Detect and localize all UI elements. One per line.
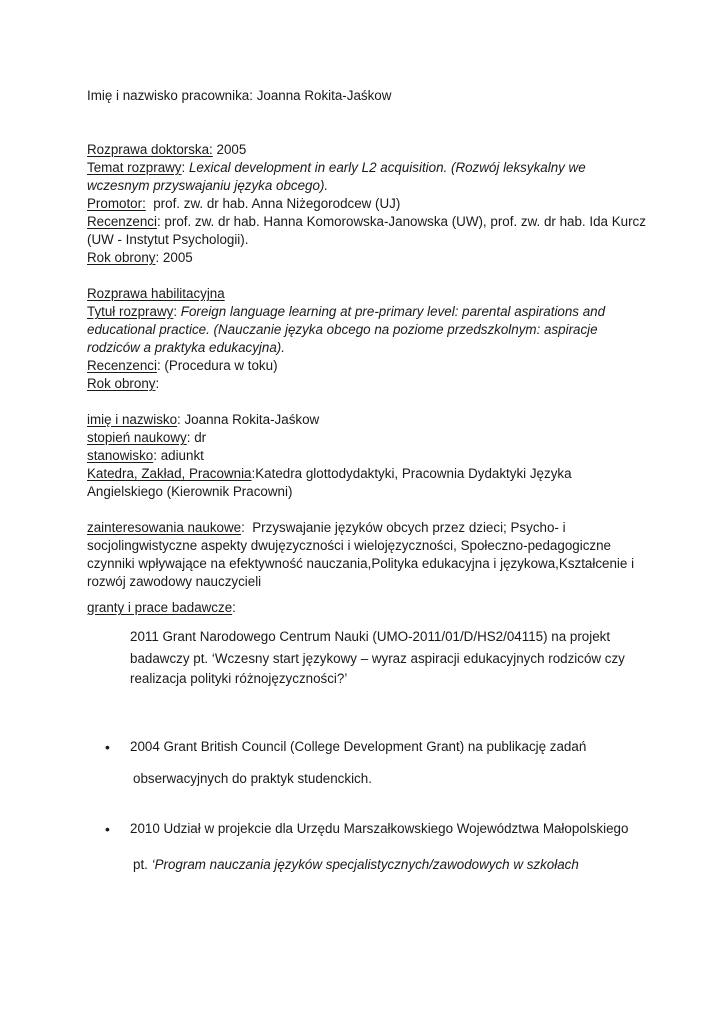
habilitation-title-label: Tytuł rozprawy [87, 304, 174, 319]
doctorate-topic-text-1: Lexical development in early L2 acquisition. (Rozwój leksykalny we [188, 160, 586, 175]
employee-name: Joanna Rokita-Jaśkow [256, 88, 392, 103]
profile-position-value: : adiunkt [153, 448, 204, 463]
grant-3-prefix: pt. [133, 857, 152, 872]
profile-unit-text-2: Angielskiego (Kierownik Pracowni) [87, 484, 293, 499]
grants-label-suffix: : [232, 600, 236, 615]
doctorate-topic-label: Temat rozprawy [87, 160, 182, 175]
profile-name [87, 411, 319, 429]
interests-text-4: rozwój zawodowy nauczycieli [87, 574, 262, 589]
doctorate-defense-value: : 2005 [155, 250, 193, 265]
doctorate-heading [87, 141, 246, 159]
doctorate-defense-label: Rok obrony [87, 250, 156, 265]
doctorate-promotor [87, 195, 400, 213]
habilitation-defense-value: : [155, 376, 160, 391]
doctorate-defense [87, 249, 193, 267]
profile-unit-text-1: :Katedra glottodydaktyki, Pracownia Dydaktyki Języka [251, 466, 572, 481]
habilitation-title: Tytuł rozprawy: Foreign language learning at pre-primary level: parental aspirations and [87, 304, 606, 319]
doctorate-reviews-text-2: (UW - Instytut Psychologii). [87, 232, 249, 247]
profile-degree [87, 429, 206, 447]
doctorate-reviews-label: Recenzenci [87, 214, 157, 229]
grant-2-text-1: 2004 Grant British Council (College Development Grant) na publikację zadań [130, 739, 587, 754]
bullet-icon: • [105, 821, 110, 837]
habilitation-heading: Rozprawa habilitacyjna [87, 286, 225, 301]
grants-heading [87, 599, 236, 617]
profile-position-label: stanowisko [87, 448, 154, 463]
interests-text-3: czynniki wpływające na efektywność nauczania,Polityka edukacyjna i językowa,Kształcenie i [87, 556, 635, 571]
profile-name-label: imię i nazwisko [87, 412, 178, 427]
habilitation-title-text-3: rodziców a praktyka edukacyjna). [87, 340, 285, 355]
employee-line [87, 87, 391, 105]
doctorate-topic-text-2: wczesnym przyswajaniu języka obcego). [87, 178, 329, 193]
profile-position [87, 447, 204, 465]
grant-3-text-2 [133, 856, 579, 874]
habilitation-defense [87, 375, 159, 393]
grants-label: granty i prace badawcze [87, 600, 233, 615]
grant-2-text-2: obserwacyjnych do praktyk studenckich. [133, 771, 372, 786]
grant-1-text-2: badawczy pt. ‘Wczesny start językowy – wyraz aspiracji edukacyjnych rodziców czy [130, 651, 625, 666]
grant-1-text-3: realizacja polityki różnojęzyczności?’ [130, 671, 348, 686]
profile-degree-label: stopień naukowy [87, 430, 187, 445]
grant-3-text-1: 2010 Udział w projekcie dla Urzędu Marszałkowskiego Województwa Małopolskiego [130, 821, 629, 836]
bullet-icon: • [105, 739, 110, 755]
doctorate-heading-label: Rozprawa doktorska: [87, 142, 213, 157]
doctorate-promotor-value: prof. zw. dr hab. Anna Niżegorodcew (UJ) [145, 196, 401, 211]
doctorate-topic: Temat rozprawy: Lexical development in early L2 acquisition. (Rozwój leksykalny we [87, 160, 586, 175]
habilitation-defense-label: Rok obrony [87, 376, 156, 391]
doctorate-reviews-text-1: : prof. zw. dr hab. Hanna Komorowska-Janowska (UW), prof. zw. dr hab. Ida Kurcz [156, 214, 646, 229]
grant-1-text-1: 2011 Grant Narodowego Centrum Nauki (UMO-2011/01/D/HS2/04115) na projekt [130, 629, 611, 644]
interests-label: zainteresowania naukowe [87, 520, 242, 535]
doctorate-year: 2005 [212, 142, 247, 157]
doctorate-promotor-label: Promotor: [87, 196, 146, 211]
habilitation-reviews [87, 357, 278, 375]
profile-unit [87, 465, 572, 483]
habilitation-reviews-label: Recenzenci [87, 358, 157, 373]
profile-name-value: : Joanna Rokita-Jaśkow [177, 412, 320, 427]
profile-degree-value: : dr [186, 430, 207, 445]
grant-3-title: ‘Program nauczania języków specjalistycznych/zawodowych w szkołach [151, 857, 579, 872]
doctorate-reviews [87, 213, 646, 231]
employee-label: Imię i nazwisko pracownika: [87, 88, 253, 103]
habilitation-reviews-value: : (Procedura w toku) [156, 358, 278, 373]
interests [87, 519, 566, 537]
interests-text-2: socjolingwistyczne aspekty dwujęzyczności i wielojęzyczności, Społeczno-pedagogiczne [87, 538, 611, 553]
interests-text-1: : Przyswajanie języków obcych przez dzieci; Psycho- i [241, 520, 566, 535]
habilitation-title-text-2: educational practice. (Nauczanie języka obcego na poziome przedszkolnym: aspiracje [87, 322, 598, 337]
profile-unit-label: Katedra, Zakład, Pracownia [87, 466, 252, 481]
habilitation-title-text-1: Foreign language learning at pre-primary level: parental aspirations and [180, 304, 606, 319]
